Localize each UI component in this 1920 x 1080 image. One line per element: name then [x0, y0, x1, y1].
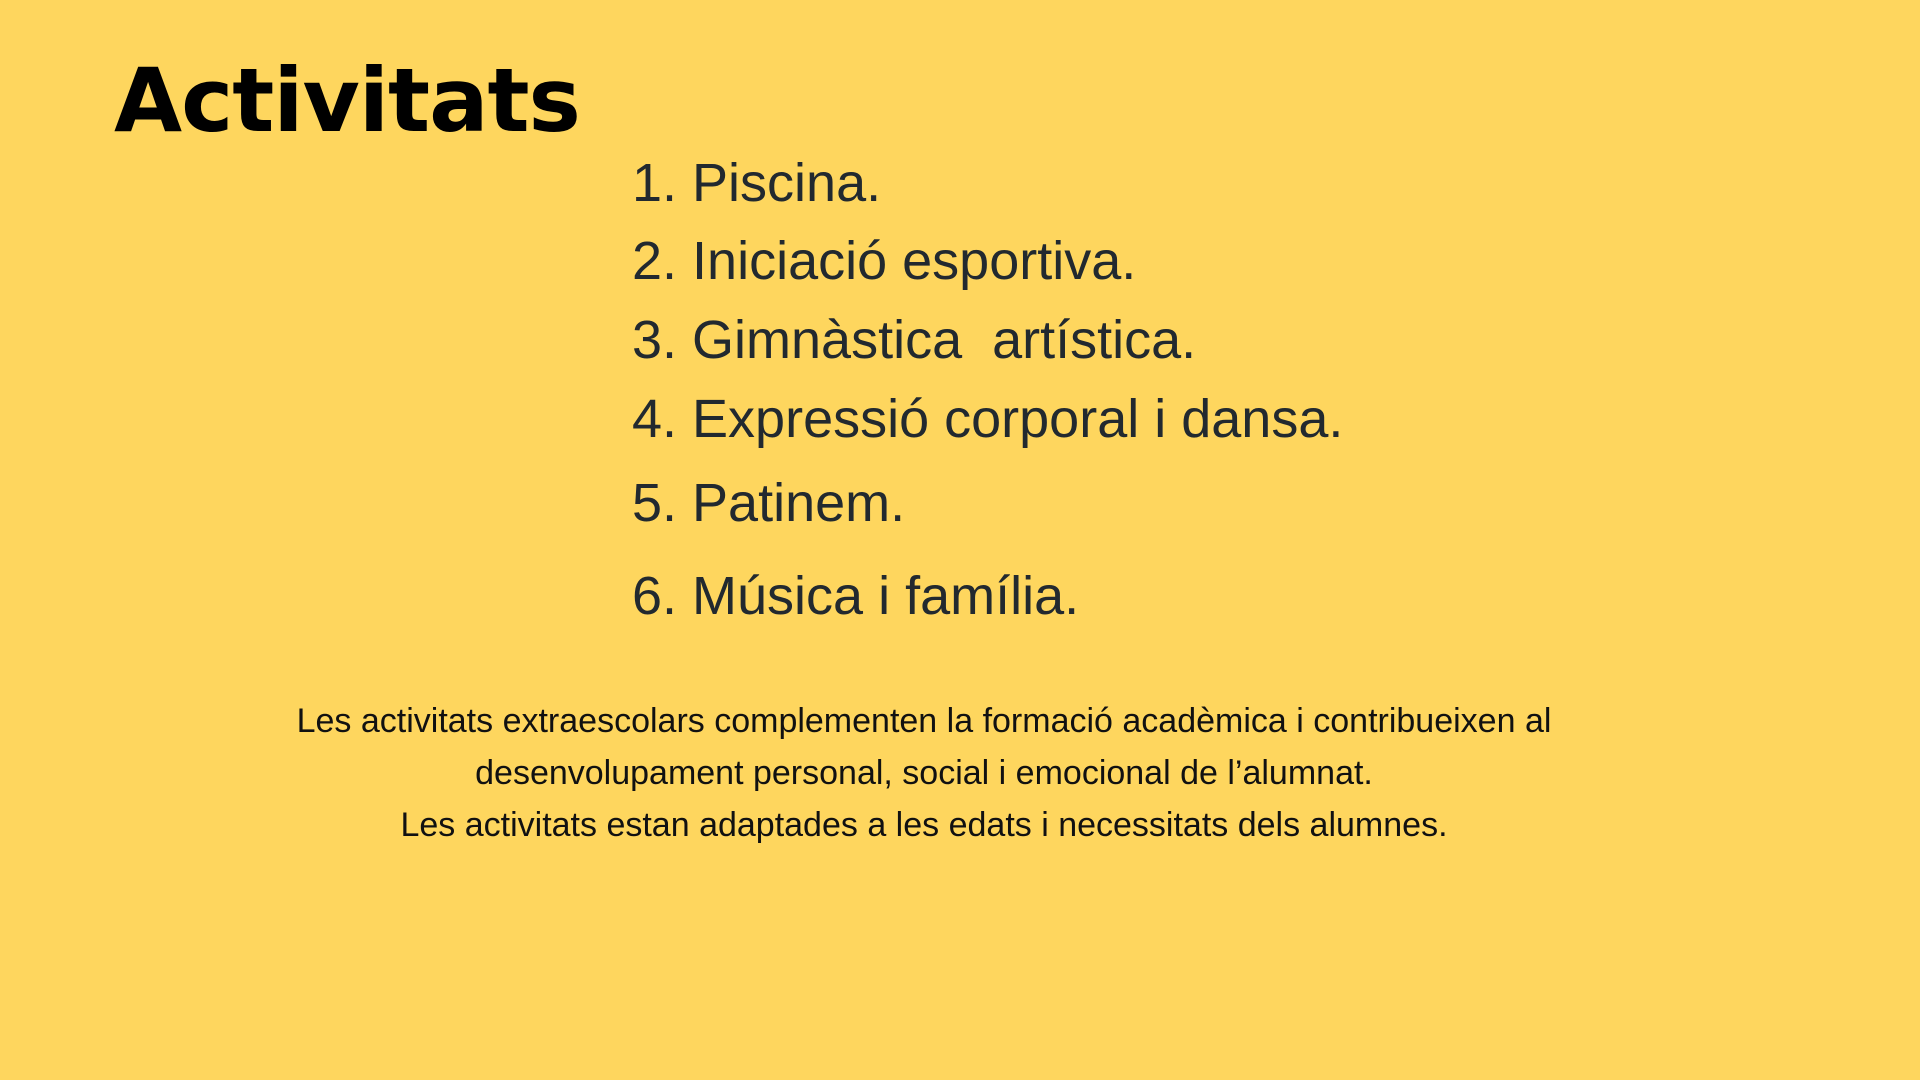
activity-list — [632, 0, 1632, 640]
activity-item-expressio-corporal: 4. Expressió corporal i dansa. — [632, 389, 1344, 449]
activity-item-patinem: 5. Patinem. — [632, 473, 906, 533]
activity-item-gimnastica-artistica: 3. Gimnàstica artística. — [632, 310, 1197, 370]
description-text — [280, 695, 1568, 851]
slide-title: Activitats — [114, 49, 580, 152]
description-paragraph-1: Les activitats extraescolars complementen la formació acadèmica i contribueixen al desenvolupament personal, social i emocional de l’alumnat. — [296, 702, 1552, 792]
activity-item-musica-familia: 6. Música i família. — [632, 566, 1080, 626]
activity-item-iniciacio-esportiva: 2. Iniciació esportiva. — [632, 231, 1137, 291]
description-paragraph-2: Les activitats estan adaptades a les edats i necessitats dels alumnes. — [400, 806, 1448, 844]
activity-item-piscina: 1. Piscina. — [632, 153, 882, 213]
